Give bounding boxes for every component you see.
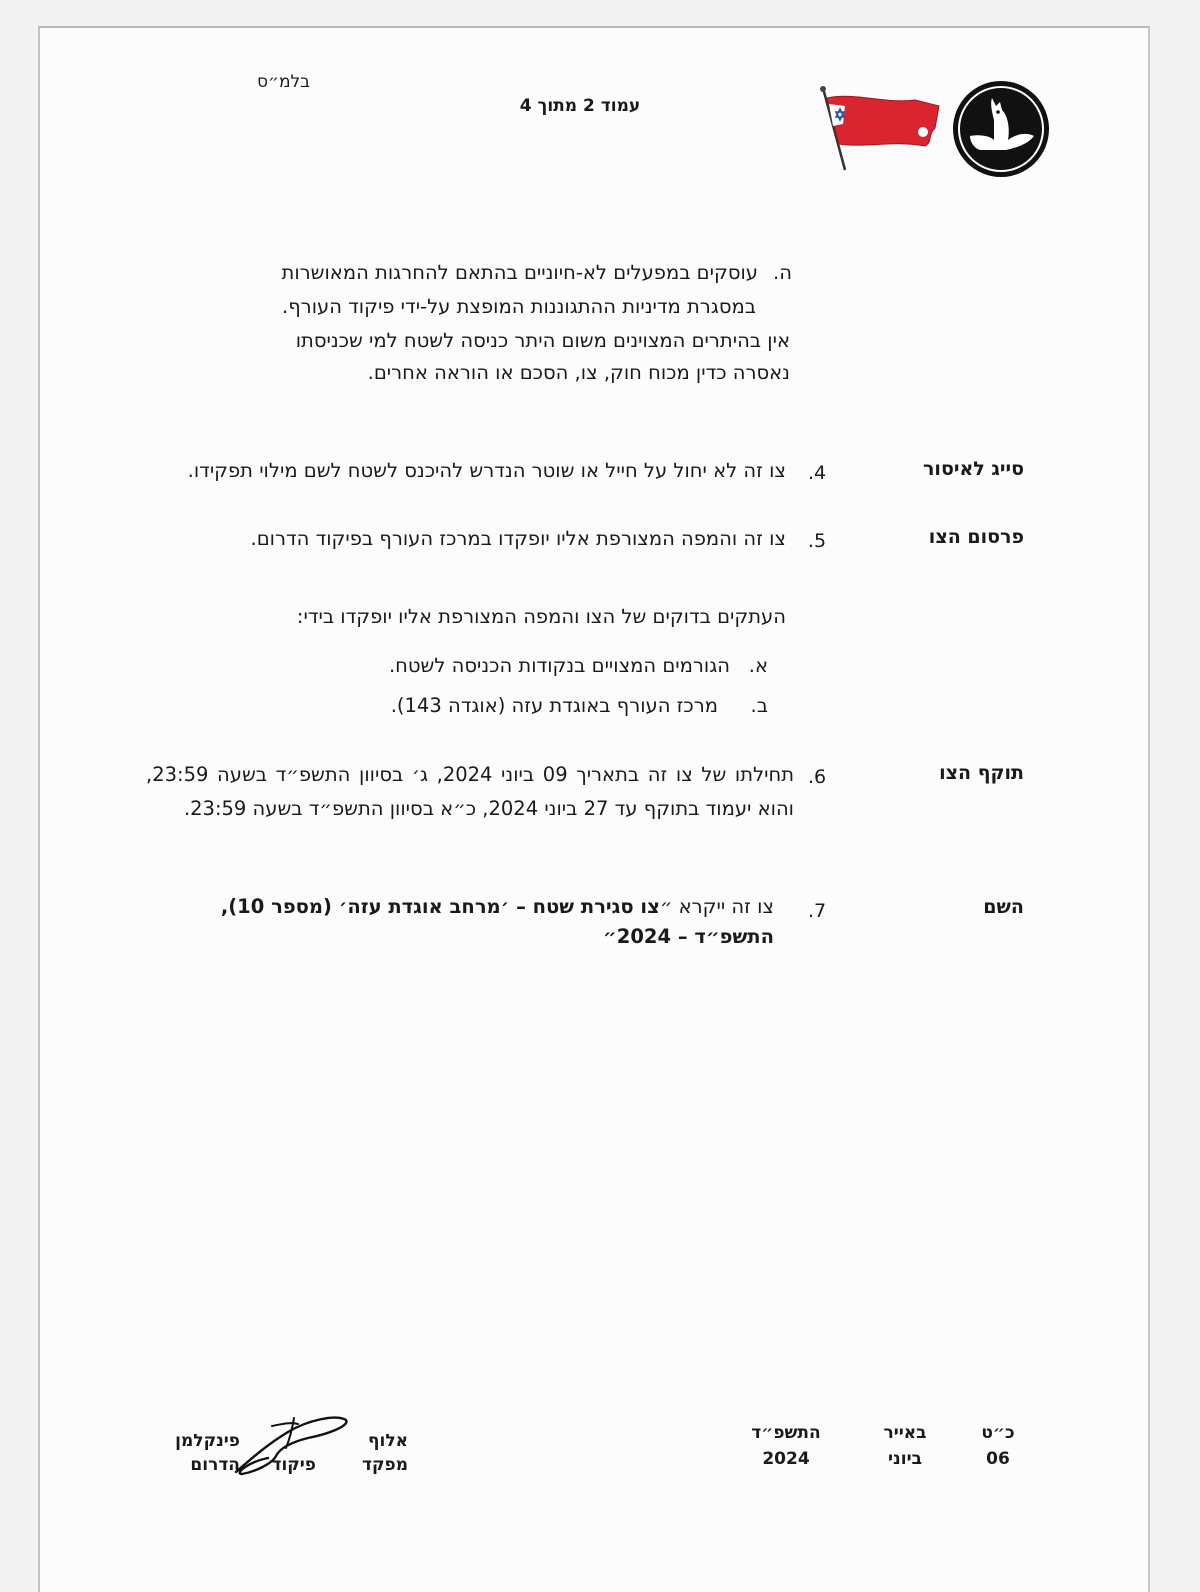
- section-6-body: תחילתו של צו זה בתאריך 09 ביוני 2024, ג׳ בסיוון התשפ״ד בשעה 23:59, והוא יעמוד בתוקף עד 27 ביוני 2024, כ״א בסיוון התשפ״ד בשעה 23:59.: [146, 763, 795, 820]
- section-6-number: 6.: [808, 766, 827, 788]
- date-hebrew-month: באייר: [883, 1423, 927, 1443]
- signer-name: פינקלמן: [175, 1431, 240, 1451]
- section-7-number: 7.: [808, 900, 827, 922]
- page-indicator: עמוד 2 מתוך 4: [519, 96, 641, 116]
- section-5-item-b-text: מרכז העורף באוגדת עזה (אוגדה 143).: [390, 694, 718, 717]
- handwritten-signature: [228, 1408, 358, 1480]
- signer-command-name: הדרום: [190, 1455, 240, 1475]
- section-5-body: צו זה והמפה המצורפת אליו יופקדו במרכז העורף בפיקוד הדרום.: [250, 527, 786, 550]
- intro-line-1: עוסקים במפעלים לא-חיוניים בהתאם להחרגות המאושרות: [281, 261, 758, 284]
- date-gregorian-day: 06: [986, 1449, 1010, 1469]
- section-5-number: 5.: [808, 530, 827, 552]
- section-5-item-b-letter: ב.: [750, 694, 768, 717]
- intro-line-3: אין בהיתרים המצוינים משום היתר כניסה לשטח למי שכניסתו: [295, 329, 790, 352]
- signer-rank: אלוף: [368, 1431, 408, 1451]
- classification-label: בלמ״ס: [256, 72, 310, 92]
- signer-command: פיקוד: [271, 1455, 316, 1475]
- date-hebrew-year: התשפ״ד: [751, 1423, 821, 1443]
- section-4-body: צו זה לא יחול על חייל או שוטר הנדרש להיכנס לשטח לשם מילוי תפקידו.: [187, 459, 786, 482]
- section-7-order-name: צו סגירת שטח – ׳מרחב אוגדת עזה׳ (מספר 10), התשפ״ד – 2024״: [220, 895, 774, 948]
- section-7-body-prefix: צו זה ייקרא ״: [659, 895, 774, 918]
- section-5-item-a-text: הגורמים המצויים בנקודות הכניסה לשטח.: [388, 654, 730, 677]
- section-6-title: תוקף הצו: [939, 762, 1024, 784]
- section-7-title: השם: [983, 896, 1024, 918]
- section-4-title: סייג לאיסור: [922, 458, 1024, 480]
- signer-role: מפקד: [362, 1455, 408, 1475]
- date-gregorian-month: ביוני: [888, 1449, 922, 1469]
- section-4-number: 4.: [808, 462, 827, 484]
- southern-command-flag-icon: [815, 84, 945, 174]
- section-5-copies-intro: העתקים בדוקים של הצו והמפה המצורפת אליו יופקדו בידי:: [296, 605, 786, 628]
- intro-line-2: במסגרת מדיניות ההתגוננות המופצת על-ידי פיקוד העורף.: [282, 295, 756, 318]
- section-7-body: [168, 892, 774, 952]
- date-gregorian-year: 2024: [762, 1449, 810, 1469]
- section-5-item-a-letter: א.: [748, 654, 768, 677]
- intro-line-4: נאסרה כדין מכוח חוק, צו, הסכם או הוראה אחרים.: [367, 361, 790, 384]
- section-5-title: פרסום הצו: [928, 526, 1024, 548]
- fox-emblem-icon: [950, 78, 1052, 180]
- date-hebrew-day: כ״ט: [981, 1423, 1015, 1443]
- intro-letter: ה.: [773, 261, 792, 284]
